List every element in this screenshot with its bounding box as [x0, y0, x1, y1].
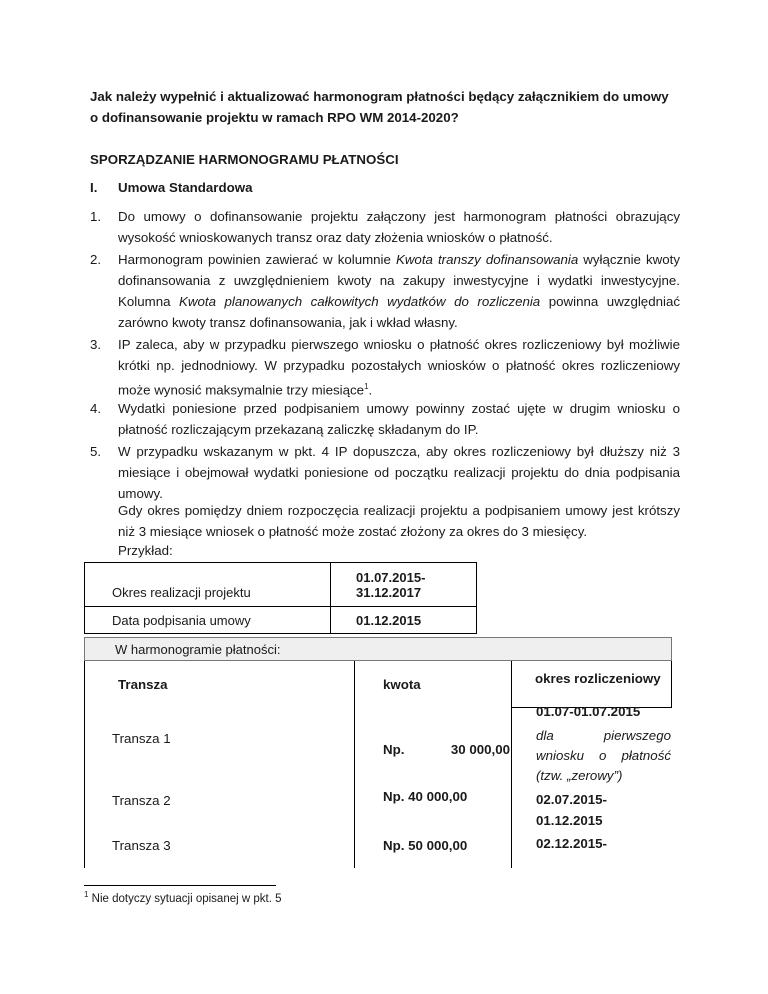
section-heading: SPORZĄDZANIE HARMONOGRAMU PŁATNOŚCI [90, 152, 399, 167]
item-number: 5. [90, 444, 102, 459]
emphasis-term: Kwota transzy dofinansowania [395, 252, 579, 267]
schedule-cell-transza: Transza 1 [112, 731, 171, 746]
item-number: 1. [90, 209, 102, 224]
table-border [354, 661, 355, 868]
schedule-cell-kwota-prefix: Np. [383, 742, 405, 757]
list-item [90, 398, 680, 440]
footnote-ref: 1 [364, 382, 369, 391]
project-info-table [84, 562, 477, 634]
table-border [511, 661, 512, 868]
item-number: 3. [90, 337, 102, 352]
subsection-numeral: I. [90, 180, 98, 195]
list-item [90, 441, 680, 504]
schedule-cell-transza: Transza 3 [112, 838, 171, 853]
table-border [84, 661, 85, 868]
table-border [671, 661, 672, 707]
list-item [90, 334, 680, 400]
table-cell-label: Okres realizacji projektu [85, 563, 331, 607]
footnote [84, 890, 282, 905]
schedule-header-transza: Transza [118, 677, 168, 692]
item-text: W przypadku wskazanym w pkt. 4 IP dopuszcza, aby okres rozliczeniowy był dłuższy niż 3 miesiące i obejmował wydatki poniesione od początku realizacji projektu do dnia podpisania umowy. [118, 444, 680, 501]
item-text: Do umowy o dofinansowanie projektu załączony jest harmonogram płatności obrazujący wysokość wnioskowanych transz oraz daty złożenia wniosków o płatność. [118, 209, 680, 245]
schedule-header-kwota: kwota [383, 677, 421, 692]
schedule-band: W harmonogramie płatności: [84, 637, 672, 661]
subsection-title: Umowa Standardowa [118, 180, 253, 195]
schedule-cell-kwota: 30 000,00 [450, 742, 510, 757]
item-text: IP zaleca, aby w przypadku pierwszego wniosku o płatność okres rozliczeniowy był możliwie krótki np. jednodniowy. W przypadku pozostałych wniosków o płatność okres rozliczeniowy może wynosić maksymalnie trzy miesiące$^1$. [118, 337, 680, 398]
footnote-text: Nie dotyczy sytuacji opisanej w pkt. 5 [91, 892, 282, 905]
item-text: Harmonogram powinien zawierać w kolumnie Kwota transzy dofinansowania wyłącznie kwoty dofinansowania z uwzględnieniem kwoty na zakupy inwestycyjne i wydatki inwestycyjne. Kolumna Kwota planowanych całkowitych wydatków do rozliczenia powinna uwzględniać zarówno kwoty transz dofinansowania, jak i wkład własny. [118, 252, 680, 330]
schedule-cell-note: dla pierwszego wniosku o płatność (tzw. „zerowy”) [536, 728, 671, 783]
item-number: 4. [90, 401, 102, 416]
schedule-cell-kwota: Np. 40 000,00 [383, 789, 468, 804]
table-cell-value: 01.07.2015- 31.12.2017 [331, 563, 477, 607]
table-row [85, 563, 477, 607]
schedule-cell-okres: 02.07.2015- 01.12.2015 [536, 792, 607, 828]
page-title: Jak należy wypełnić i aktualizować harmonogram płatności będący załącznikiem do umowy o dofinansowanie projektu w ramach RPO WM 2014-2020? [90, 89, 669, 125]
example-label: Przykład: [118, 543, 173, 558]
schedule-cell-transza: Transza 2 [112, 793, 171, 808]
emphasis-term: Kwota planowanych całkowitych wydatków do rozliczenia [179, 294, 541, 309]
schedule-cell-kwota: Np. 50 000,00 [383, 838, 468, 853]
list-item [90, 249, 680, 333]
schedule-header-okres: okres rozliczeniowy [535, 671, 661, 686]
schedule-cell-okres: 02.12.2015- [536, 836, 607, 851]
table-cell-value: 01.12.2015 [331, 607, 477, 634]
footnote-divider [84, 885, 276, 886]
item-number: 2. [90, 252, 102, 267]
paragraph: Gdy okres pomiędzy dniem rozpoczęcia realizacji projektu a podpisaniem umowy jest krótszy niż 3 miesiące wniosek o płatność może zostać złożony za okres do 3 miesięcy. [118, 503, 680, 539]
table-cell-label: Data podpisania umowy [85, 607, 331, 634]
table-row [85, 607, 477, 634]
schedule-cell-okres: 01.07-01.07.2015 [536, 704, 641, 719]
list-item [90, 206, 680, 248]
footnote-mark: 1 [84, 890, 89, 899]
item-text: Wydatki poniesione przed podpisaniem umowy powinny zostać ujęte w drugim wniosku o płatność rozliczającym przekazaną zaliczkę składanym do IP. [118, 401, 680, 437]
